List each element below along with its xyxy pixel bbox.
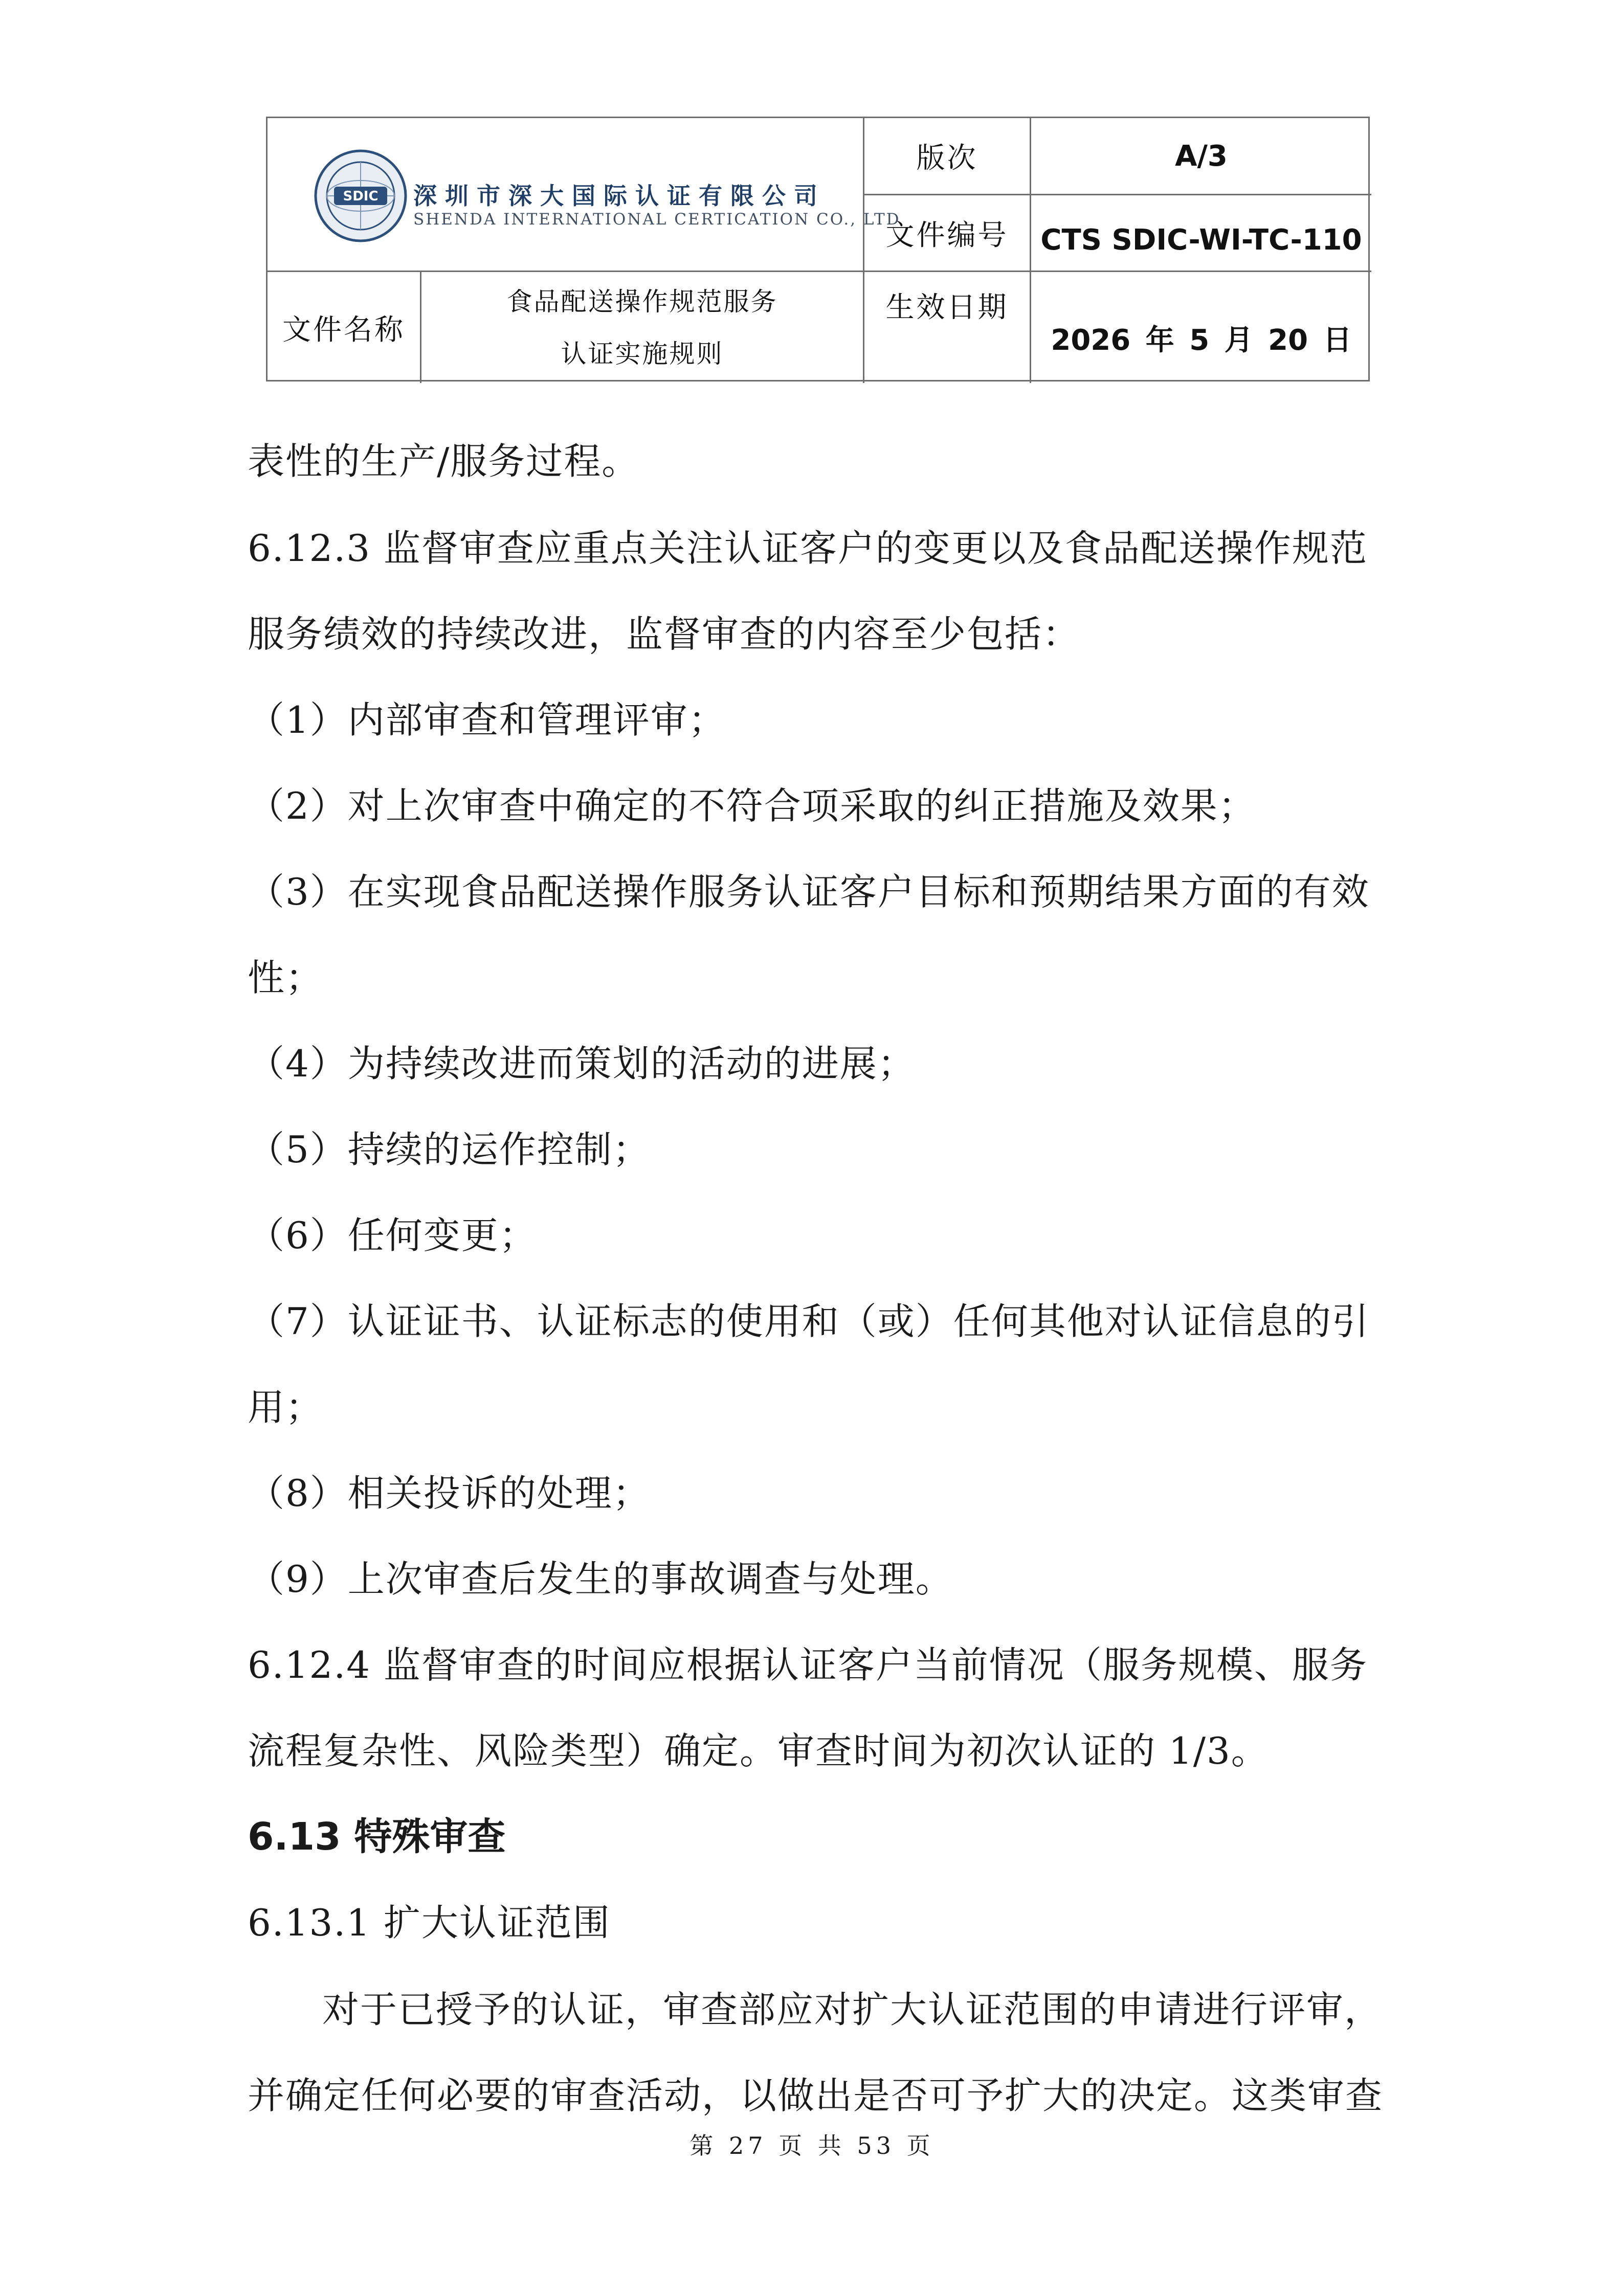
company-name-en: SHENDA INTERNATIONAL CERTICATION CO., LTD	[413, 210, 901, 229]
paragraph-line: 并确定任何必要的审查活动，以做出是否可予扩大的决定。这类审查	[248, 2074, 1384, 2117]
body-line: 表性的生产/服务过程。	[248, 440, 640, 483]
doc-name-value	[421, 272, 863, 383]
doc-name-line-2: 认证实施规则	[561, 339, 724, 369]
body-line: （4）为持续改进而策划的活动的进展；	[248, 1042, 916, 1085]
effective-date-label: 生效日期	[885, 291, 1009, 324]
body-line: （2）对上次审查中确定的不符合项采取的纠正措施及效果；	[248, 784, 1256, 827]
version-value: A/3	[1175, 139, 1228, 173]
subsection-heading-6-13-1: 6.13.1 扩大认证范围	[248, 1901, 611, 1944]
body-line: （7）认证证书、认证标志的使用和（或）任何其他对认证信息的引	[248, 1300, 1370, 1343]
body-line: 服务绩效的持续改进，监督审查的内容至少包括：	[248, 613, 1081, 656]
seal-logo-text: SDIC	[343, 189, 379, 204]
body-line: （9）上次审查后发生的事故调查与处理。	[248, 1558, 953, 1601]
body-line: 性；	[248, 956, 324, 999]
body-line: 用；	[248, 1386, 324, 1429]
body-line: （8）相关投诉的处理；	[248, 1472, 651, 1515]
doc-name-label: 文件名称	[282, 313, 405, 347]
body-line: （5）持续的运作控制；	[248, 1128, 651, 1171]
doc-number-value: CTS SDIC-WI-TC-110	[1040, 223, 1362, 257]
body-line: （1）内部审查和管理评审；	[248, 699, 726, 741]
body-line: （6）任何变更；	[248, 1214, 537, 1257]
body-line: 流程复杂性、风险类型）确定。审查时间为初次认证的 1/3。	[248, 1729, 1269, 1772]
document-header-table	[266, 117, 1370, 381]
body-line: 6.12.3 监督审查应重点关注认证客户的变更以及食品配送操作规范	[248, 527, 1368, 570]
company-seal-icon	[314, 149, 408, 243]
paragraph-line: 对于已授予的认证，审查部应对扩大认证范围的申请进行评审，	[322, 1988, 1383, 2031]
body-line: （3）在实现食品配送操作服务认证客户目标和预期结果方面的有效	[248, 870, 1370, 913]
doc-name-line-1: 食品配送操作规范服务	[506, 286, 778, 317]
section-heading-6-13: 6.13 特殊审查	[248, 1815, 506, 1859]
company-name-cn: 深圳市深大国际认证有限公司	[413, 182, 826, 210]
page-number: 第 27 页 共 53 页	[689, 2132, 935, 2159]
effective-date-value: 2026 年 5 月 20 日	[1051, 324, 1352, 357]
version-label: 版次	[916, 142, 978, 175]
body-line: 6.12.4 监督审查的时间应根据认证客户当前情况（服务规模、服务	[248, 1644, 1368, 1686]
doc-number-label: 文件编号	[885, 218, 1009, 252]
